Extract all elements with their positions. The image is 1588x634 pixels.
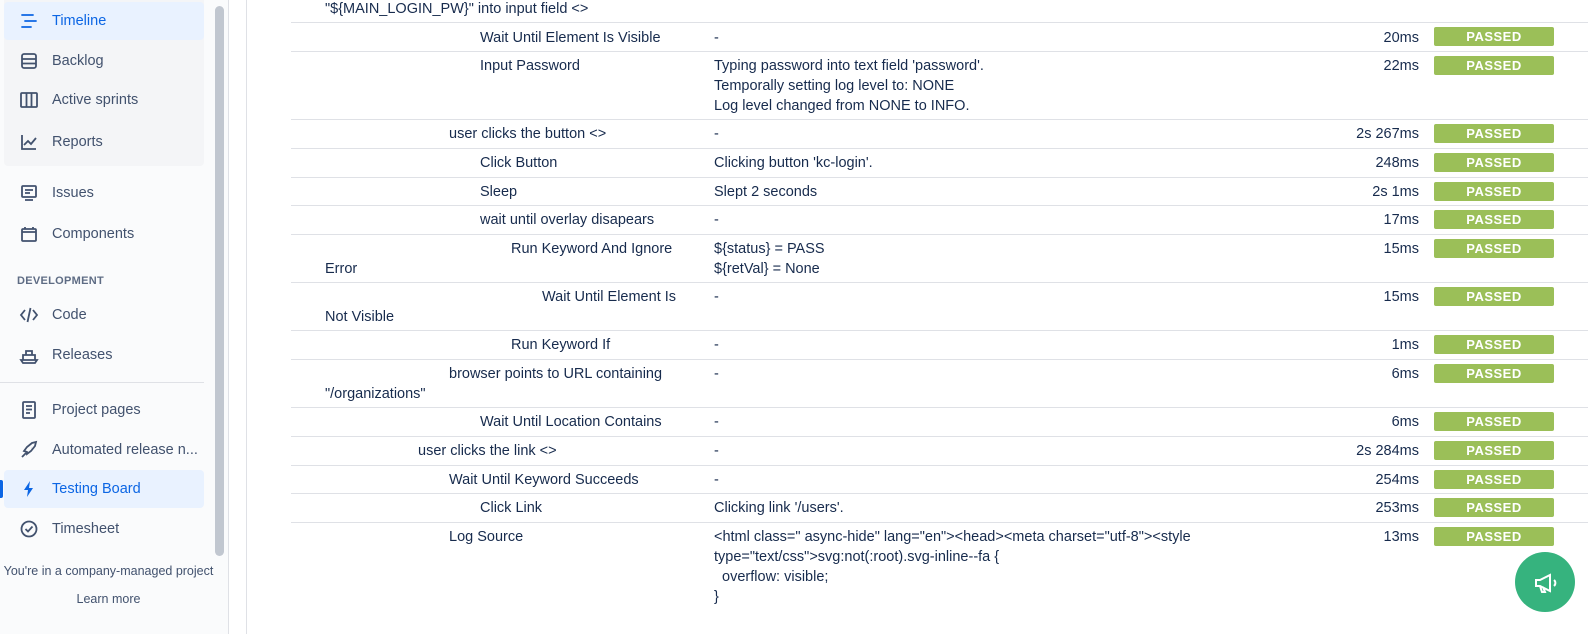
- table-row: [291, 149, 1588, 178]
- sidebar-item-automated-release-notes[interactable]: [4, 431, 204, 469]
- table-row: [291, 235, 1588, 283]
- keyword-name: browser points to URL containing: [449, 366, 663, 382]
- status-badge: PASSED: [1434, 412, 1554, 431]
- keyword-name: Run Keyword And Ignore: [511, 241, 673, 257]
- board-icon: [18, 89, 40, 111]
- sidebar-item-label: Project pages: [52, 402, 141, 418]
- keyword-name: Log Source: [449, 529, 524, 545]
- feedback-button[interactable]: [1515, 552, 1575, 612]
- duration: 2s 267ms: [1356, 126, 1419, 142]
- table-row: [291, 120, 1588, 149]
- duration: 1ms: [1391, 337, 1419, 353]
- log-message: -: [714, 366, 719, 382]
- status-badge: PASSED: [1434, 124, 1554, 143]
- duration: 6ms: [1391, 366, 1419, 382]
- active-indicator: [0, 480, 3, 498]
- log-message: -: [714, 212, 719, 228]
- test-log-table: [248, 0, 1588, 634]
- duration: 15ms: [1383, 289, 1419, 305]
- status-badge: PASSED: [1434, 441, 1554, 460]
- keyword-name: Wait Until Element Is Visible: [480, 30, 661, 46]
- keyword-continuation: Error: [325, 261, 358, 277]
- sidebar-item-testing-board[interactable]: [4, 470, 204, 508]
- log-message: -: [714, 443, 719, 459]
- keyword-name: Click Link: [480, 500, 543, 516]
- keyword-continuation: "/organizations": [325, 386, 426, 402]
- section-label-development: DEVELOPMENT: [17, 275, 105, 287]
- status-badge: PASSED: [1434, 239, 1554, 258]
- sidebar-item-label: Reports: [52, 134, 103, 150]
- duration: 15ms: [1383, 241, 1419, 257]
- table-row: [291, 408, 1588, 437]
- timeline-icon: [18, 10, 40, 32]
- log-message: Slept 2 seconds: [714, 184, 818, 200]
- sidebar-item-label: Timesheet: [52, 521, 120, 537]
- lightning-icon: [18, 478, 40, 500]
- table-row: [291, 23, 1588, 52]
- log-message: Typing password into text field 'password'. Temporally setting log level to: NONE Log level changed from NONE to INFO.: [714, 58, 984, 114]
- keyword-name: Input Password: [480, 58, 580, 74]
- status-badge: PASSED: [1434, 364, 1554, 383]
- keyword-continuation: "${MAIN_LOGIN_PW}" into input field <>: [325, 1, 589, 17]
- sidebar-item-label: Releases: [52, 347, 113, 363]
- sidebar-item-code[interactable]: [4, 296, 204, 334]
- duration: 2s 1ms: [1372, 184, 1419, 200]
- sidebar-item-issues[interactable]: [4, 174, 204, 212]
- sidebar-scrollbar[interactable]: [215, 6, 224, 556]
- status-badge: PASSED: [1434, 470, 1554, 489]
- project-type-note: You're in a company-managed project: [3, 564, 214, 578]
- keyword-name: Run Keyword If: [511, 337, 611, 353]
- duration: 6ms: [1391, 414, 1419, 430]
- log-message: -: [714, 472, 719, 488]
- log-message: -: [714, 414, 719, 430]
- sidebar-item-label: Components: [52, 226, 135, 242]
- sidebar-item-project-pages[interactable]: [4, 391, 204, 429]
- table-row: [291, 283, 1588, 331]
- components-icon: [18, 223, 40, 245]
- sidebar-item-releases[interactable]: [4, 336, 204, 374]
- duration: 13ms: [1383, 529, 1419, 545]
- status-badge: PASSED: [1434, 182, 1554, 201]
- sidebar-divider: [0, 382, 204, 383]
- duration: 17ms: [1383, 212, 1419, 228]
- sidebar-item-label: Testing Board: [52, 481, 141, 497]
- status-badge: PASSED: [1434, 210, 1554, 229]
- log-message: -: [714, 30, 719, 46]
- sidebar-item-timesheet[interactable]: [4, 510, 204, 548]
- duration: 248ms: [1375, 155, 1419, 171]
- duration: 20ms: [1383, 30, 1419, 46]
- keyword-name: user clicks the link <>: [418, 443, 557, 459]
- status-badge: PASSED: [1434, 56, 1554, 75]
- status-badge: PASSED: [1434, 27, 1554, 46]
- backlog-icon: [18, 50, 40, 72]
- learn-more-link[interactable]: Learn more: [76, 592, 141, 606]
- duration: 22ms: [1383, 58, 1419, 74]
- log-message: Clicking link '/users'.: [714, 500, 844, 516]
- sidebar-item-label: Code: [52, 307, 87, 323]
- sidebar-item-timeline[interactable]: [4, 2, 204, 40]
- log-message: Clicking button 'kc-login'.: [714, 155, 873, 171]
- log-message: -: [714, 289, 719, 305]
- megaphone-icon: [1533, 570, 1559, 596]
- check-circle-icon: [18, 518, 40, 540]
- sidebar-item-label: Timeline: [52, 13, 107, 29]
- keyword-name: Sleep: [480, 184, 518, 200]
- reports-icon: [18, 131, 40, 153]
- sidebar-resize-gutter[interactable]: [229, 0, 247, 634]
- sidebar-item-label: Backlog: [52, 53, 104, 69]
- keyword-name: Wait Until Element Is: [542, 289, 677, 305]
- duration: 2s 284ms: [1356, 443, 1419, 459]
- table-row: [291, 331, 1588, 360]
- releases-icon: [18, 344, 40, 366]
- status-badge: PASSED: [1434, 527, 1554, 546]
- status-badge: PASSED: [1434, 498, 1554, 517]
- keyword-name: wait until overlay disapears: [480, 212, 655, 228]
- project-sidebar: [0, 0, 229, 634]
- issues-icon: [18, 182, 40, 204]
- sidebar-item-components[interactable]: [4, 215, 204, 253]
- rocket-icon: [18, 439, 40, 461]
- log-message: ${status} = PASS ${retVal} = None: [714, 241, 825, 277]
- table-row: [291, 0, 1588, 23]
- table-row: [291, 466, 1588, 494]
- table-row: [291, 494, 1588, 523]
- sidebar-item-label: Active sprints: [52, 92, 139, 108]
- table-row: [291, 178, 1588, 206]
- log-message: <html class=" async-hide" lang="en"><head><meta charset="utf-8"><style type="text/css">svg:not(:root).svg-inline--fa { overflow: visible; }: [714, 529, 1191, 605]
- sidebar-item-label: Issues: [52, 185, 94, 201]
- status-badge: PASSED: [1434, 287, 1554, 306]
- keyword-name: user clicks the button <>: [449, 126, 607, 142]
- code-icon: [18, 304, 40, 326]
- table-row: [291, 523, 1588, 634]
- page-icon: [18, 399, 40, 421]
- table-row: [291, 206, 1588, 235]
- sidebar-item-reports[interactable]: [4, 123, 204, 161]
- log-message: -: [714, 126, 719, 142]
- table-row: [291, 52, 1588, 120]
- sidebar-item-backlog[interactable]: [4, 42, 204, 80]
- keyword-continuation: Not Visible: [325, 309, 395, 325]
- table-row: [291, 437, 1588, 466]
- keyword-name: Wait Until Location Contains: [480, 414, 662, 430]
- duration: 254ms: [1375, 472, 1419, 488]
- log-message: -: [714, 337, 719, 353]
- sidebar-item-label: Automated release n...: [52, 442, 198, 458]
- status-badge: PASSED: [1434, 153, 1554, 172]
- status-badge: PASSED: [1434, 335, 1554, 354]
- keyword-name: Click Button: [480, 155, 558, 171]
- table-row: [291, 360, 1588, 408]
- sidebar-item-active-sprints[interactable]: [4, 81, 204, 119]
- duration: 253ms: [1375, 500, 1419, 516]
- keyword-name: Wait Until Keyword Succeeds: [449, 472, 639, 488]
